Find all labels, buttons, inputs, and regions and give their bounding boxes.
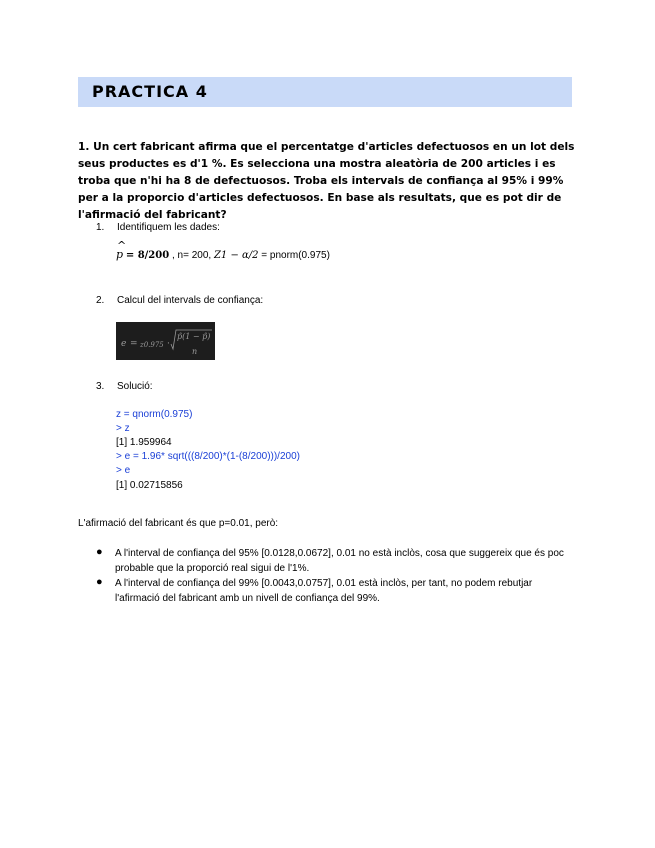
data-formula [116, 248, 330, 261]
title-banner [78, 77, 572, 107]
n-value: , n= 200, [171, 250, 212, 261]
question-number: 1. [78, 141, 90, 153]
formula-numerator: p̂(1 − p̂) [177, 332, 211, 341]
step-label: Calcul del intervals de confiança: [117, 295, 264, 306]
question-body: Un cert fabricant afirma que el percentatge d'articles defectuosos en un lot dels seus productes es d'1 %. Es selecciona una mostra aleatòria de 200 articles i es troba que n'hi ha 8 de defectuosos. Troba els intervals de confiança al 95% i 99% per a la proporcio d'articles defectuosos. En base als resultats, que es pot dir de l'afirmació del fabricant? [78, 141, 575, 221]
question-text [78, 139, 578, 224]
code-output: [1] 1.959964 [116, 437, 172, 448]
formula-denominator: n [192, 347, 198, 356]
margin-of-error-formula [116, 322, 215, 360]
bullet-item: A l'interval de confiança del 95% [0.0128,0.0672], 0.01 no està inclòs, cosa que suggereix que és poc probable que la proporció real sigui de l'1%. [115, 548, 564, 574]
p-hat-symbol: ^ p [116, 248, 123, 261]
code-line: > e [116, 465, 131, 476]
bullet-icon: ● [96, 546, 103, 558]
step-number: 1. [96, 222, 105, 233]
step-label: Identifiquem les dades: [117, 222, 220, 233]
formula-image [116, 322, 215, 360]
z-value: = pnorm(0.975) [261, 250, 330, 261]
step-number: 3. [96, 381, 105, 392]
step-label: Solució: [117, 381, 153, 392]
formula-equals: = [130, 339, 138, 349]
step-number: 2. [96, 295, 105, 306]
bullet-item: A l'interval de confiança del 99% [0.0043,0.0757], 0.01 està inclòs, per tant, no podem rebutjar l'afirmació del fabricant amb un nivell de confiança del 99%. [115, 578, 533, 604]
conclusion-text: L'afirmació del fabricant és que p=0.01, però: [78, 518, 279, 529]
p-hat-value: = 8/200 [125, 250, 170, 261]
code-line: > z [116, 423, 130, 434]
code-line: z = qnorm(0.975) [116, 409, 193, 420]
page-title: PRACTICA 4 [92, 82, 208, 101]
code-line: > e = 1.96* sqrt(((8/200)*(1-(8/200)))/200) [116, 451, 300, 462]
code-output: [1] 0.02715856 [116, 480, 183, 491]
formula-dot: · [167, 339, 170, 349]
formula-z: z0.975 [140, 341, 164, 349]
bullet-icon: ● [96, 576, 103, 588]
formula-e: e [121, 339, 127, 349]
z-symbol: Z1 − α/2 [213, 250, 259, 261]
